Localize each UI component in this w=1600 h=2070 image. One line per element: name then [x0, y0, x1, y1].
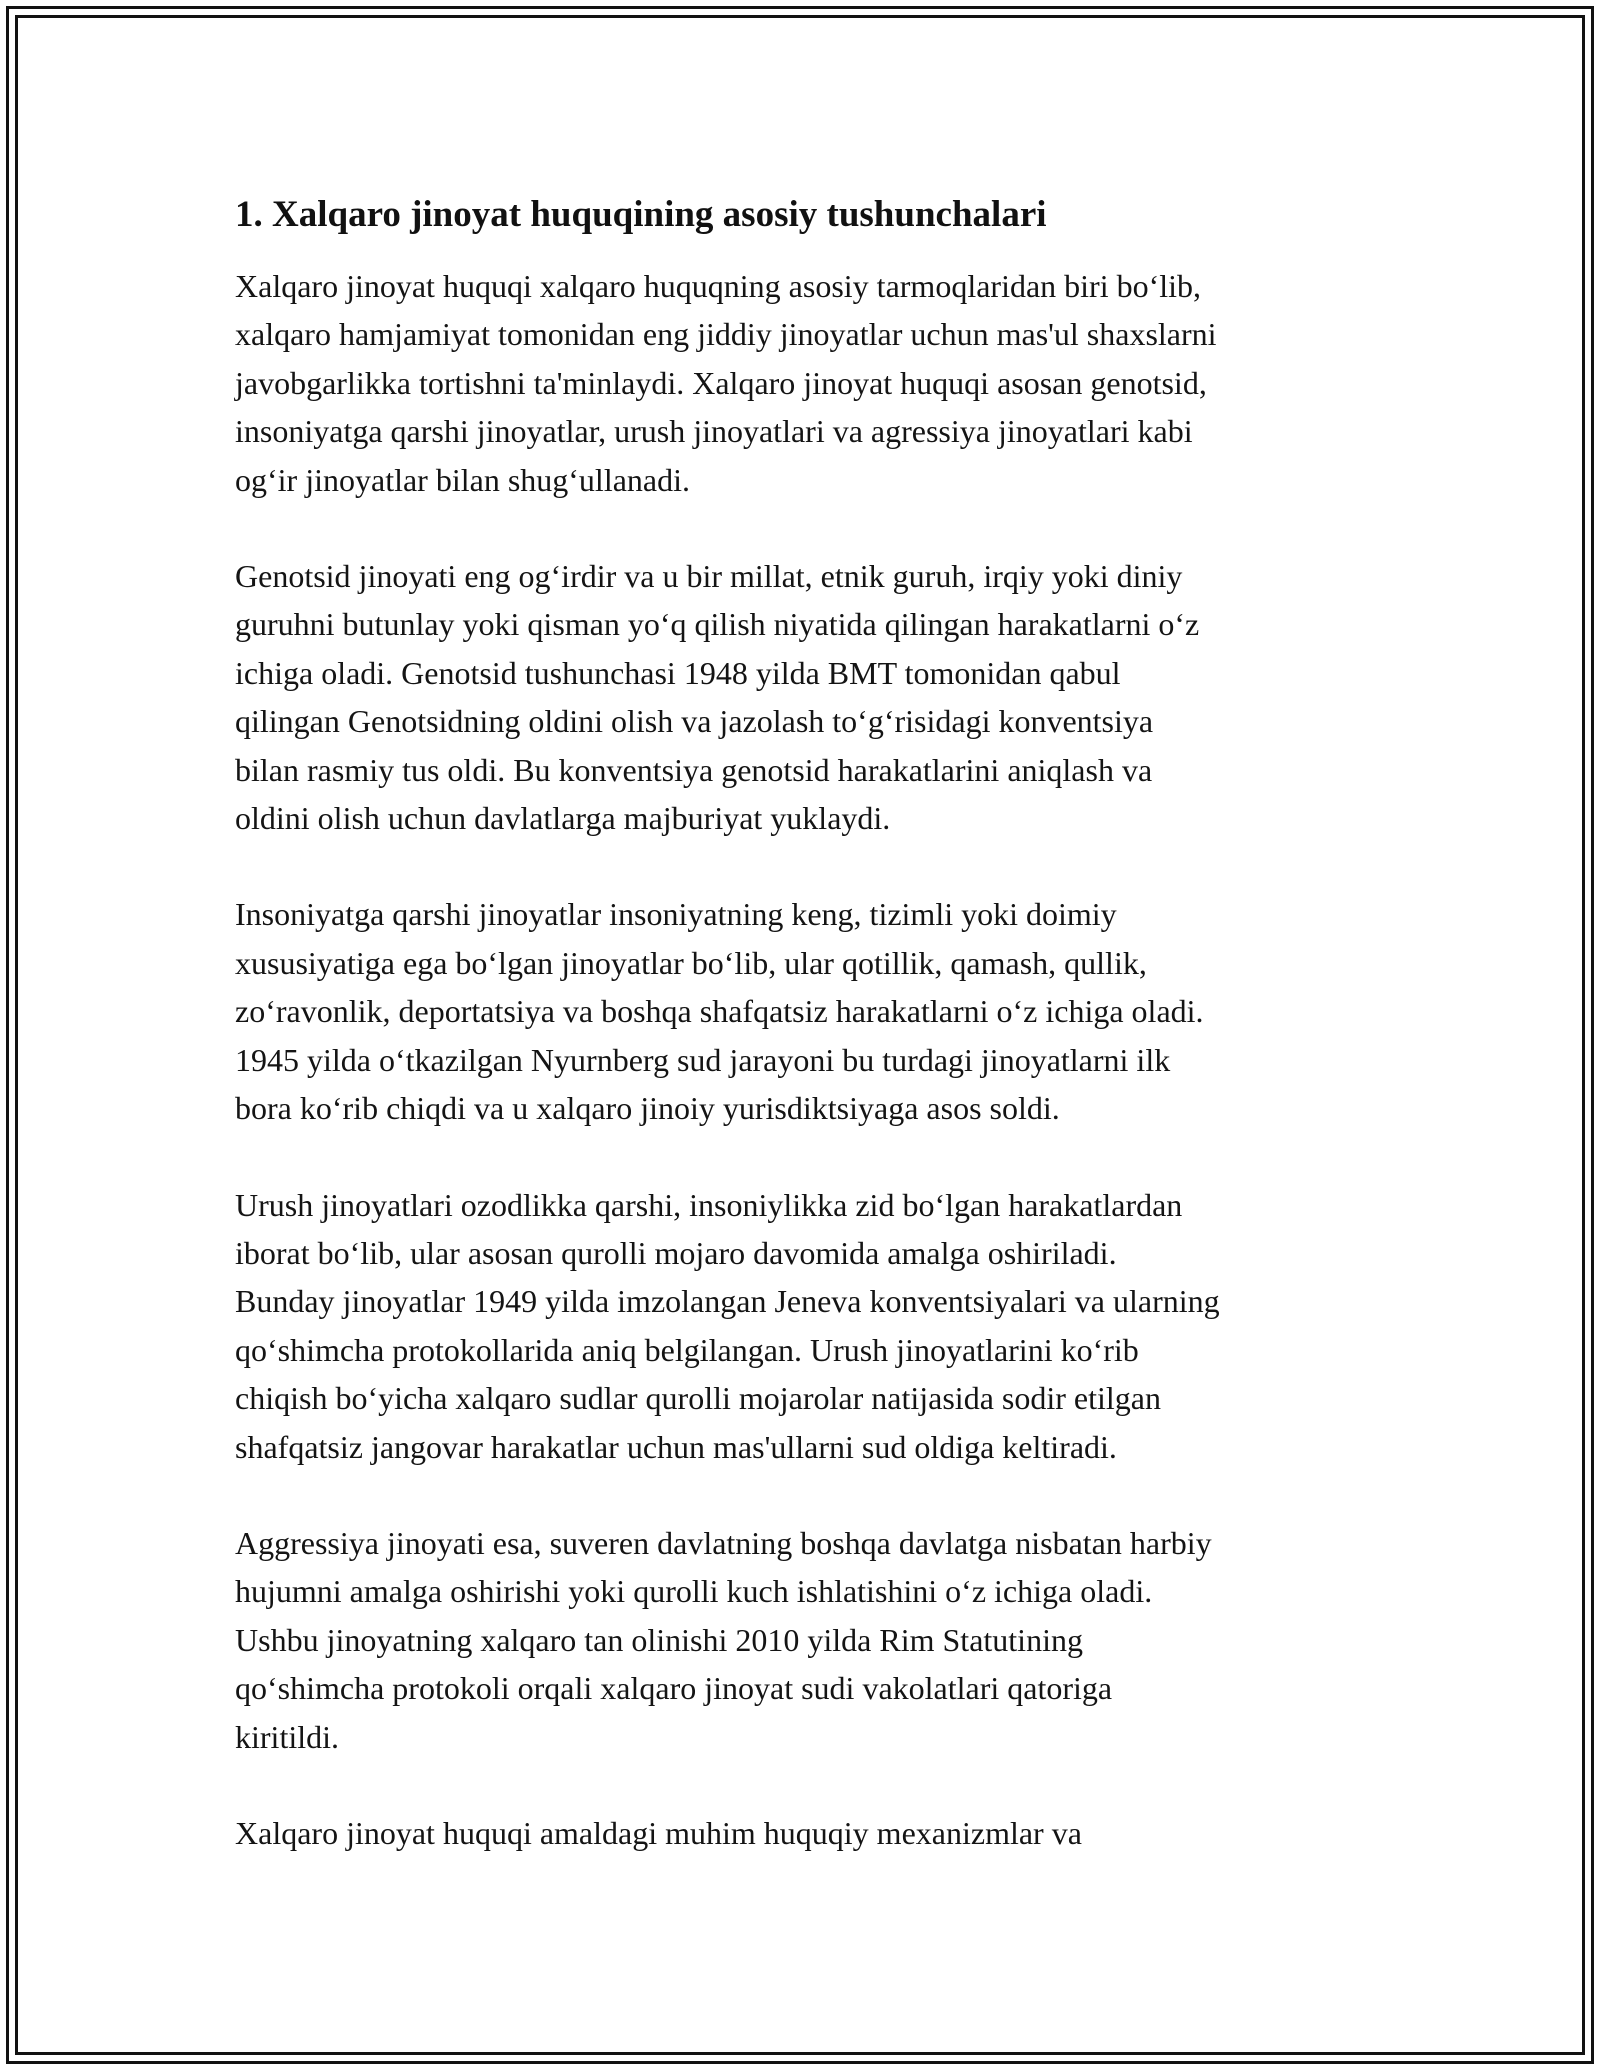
text-line: ichiga oladi. Genotsid tushunchasi 1948 yilda BMT tomonidan qabul — [235, 654, 1121, 691]
section-heading: 1. Xalqaro jinoyat huquqining asosiy tushunchalari — [235, 194, 1047, 235]
text-line: chiqish bo‘yicha xalqaro sudlar qurolli mojarolar natijasida sodir etilgan — [235, 1380, 1161, 1417]
text-line: insoniyatga qarshi jinoyatlar, urush jinoyatlari va agressiya jinoyatlari kabi — [235, 413, 1193, 450]
text-line: xususiyatiga ega bo‘lgan jinoyatlar bo‘lib, ular qotillik, qamash, qullik, — [235, 944, 1147, 981]
text-line: Genotsid jinoyati eng og‘irdir va u bir millat, etnik guruh, irqiy yoki diniy — [235, 558, 1183, 595]
text-line: zo‘ravonlik, deportatsiya va boshqa shafqatsiz harakatlarni o‘z ichiga oladi. — [235, 993, 1204, 1030]
paragraph-war-crimes — [235, 1181, 1375, 1471]
document-body — [235, 188, 1375, 1905]
paragraph-aggression — [235, 1519, 1375, 1761]
text-line: qo‘shimcha protokoli orqali xalqaro jinoyat sudi vakolatlari qatoriga — [235, 1670, 1113, 1707]
text-line: xalqaro hamjamiyat tomonidan eng jiddiy jinoyatlar uchun mas'ul shaxslarni — [235, 316, 1217, 353]
text-line: Insoniyatga qarshi jinoyatlar insoniyatning keng, tizimli yoki doimiy — [235, 896, 1117, 933]
text-line: qilingan Genotsidning oldini olish va jazolash to‘g‘risidagi konventsiya — [235, 703, 1154, 740]
text-line: Urush jinoyatlari ozodlikka qarshi, insoniylikka zid bo‘lgan harakatlardan — [235, 1186, 1183, 1223]
text-line: Aggressiya jinoyati esa, suveren davlatning boshqa davlatga nisbatan harbiy — [235, 1524, 1212, 1561]
paragraph-closing — [235, 1809, 1375, 1857]
text-line: Bunday jinoyatlar 1949 yilda imzolangan Jeneva konventsiyalari va ularning — [235, 1283, 1220, 1320]
paragraph-genocide — [235, 552, 1375, 842]
paragraph-crimes-against-humanity — [235, 890, 1375, 1132]
text-line: hujumni amalga oshirishi yoki qurolli kuch ishlatishini o‘z ichiga oladi. — [235, 1573, 1153, 1610]
text-line: bilan rasmiy tus oldi. Bu konventsiya genotsid harakatlarini aniqlash va — [235, 751, 1153, 788]
text-line: kiritildi. — [235, 1718, 339, 1755]
text-line: og‘ir jinoyatlar bilan shug‘ullanadi. — [235, 461, 690, 498]
paragraph-intro — [235, 262, 1375, 504]
text-line: Ushbu jinoyatning xalqaro tan olinishi 2010 yilda Rim Statutining — [235, 1621, 1083, 1658]
text-line: bora ko‘rib chiqdi va u xalqaro jinoiy yurisdiktsiyaga asos soldi. — [235, 1090, 1060, 1127]
text-line: Xalqaro jinoyat huquqi xalqaro huquqning asosiy tarmoqlaridan biri bo‘lib, — [235, 268, 1202, 304]
text-line: oldini olish uchun davlatlarga majburiyat yuklaydi. — [235, 800, 891, 837]
text-line: shafqatsiz jangovar harakatlar uchun mas'ullarni sud oldiga keltiradi. — [235, 1428, 1117, 1465]
text-line: 1945 yilda o‘tkazilgan Nyurnberg sud jarayoni bu turdagi jinoyatlarni ilk — [235, 1041, 1171, 1078]
text-line: Xalqaro jinoyat huquqi amaldagi muhim huquqiy mexanizmlar va — [235, 1814, 1082, 1851]
text-line: javobgarlikka tortishni ta'minlaydi. Xalqaro jinoyat huquqi asosan genotsid, — [235, 364, 1207, 401]
text-line: qo‘shimcha protokollarida aniq belgilangan. Urush jinoyatlarini ko‘rib — [235, 1331, 1139, 1368]
text-line: guruhni butunlay yoki qisman yo‘q qilish niyatida qilingan harakatlarni o‘z — [235, 606, 1200, 643]
text-line: iborat bo‘lib, ular asosan qurolli mojaro davomida amalga oshiriladi. — [235, 1234, 1117, 1271]
